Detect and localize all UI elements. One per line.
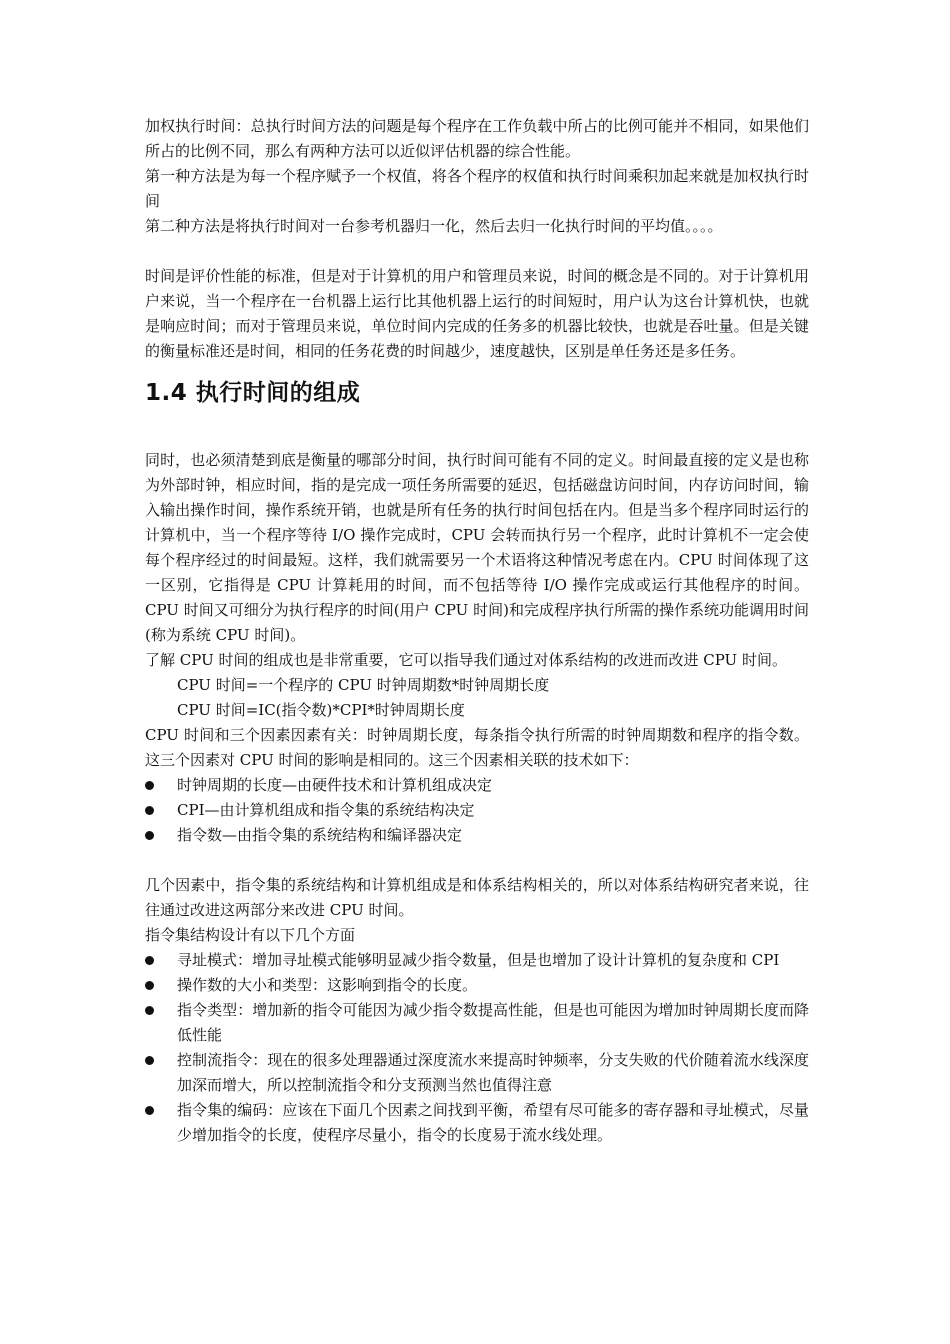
- bullet-icon: [145, 956, 154, 965]
- bullet-icon: [145, 781, 154, 790]
- isa-design-intro: 指令集结构设计有以下几个方面: [145, 926, 356, 944]
- bullet-icon: [145, 1056, 154, 1065]
- list-item: [145, 973, 809, 998]
- list-item-text: 指令数—由指令集的系统结构和编译器决定: [177, 826, 463, 844]
- page-body: [145, 114, 809, 1148]
- list-item-text: 控制流指令：现在的很多处理器通过深度流水来提高时钟频率，分支失败的代价随着流水线深度加深而增大，所以控制流指令和分支预测当然也值得注意: [177, 1051, 809, 1094]
- factors-list: [145, 773, 809, 848]
- list-item-text: 时钟周期的长度—由硬件技术和计算机组成决定: [177, 776, 493, 794]
- method-one-paragraph: 第一种方法是为每一个程序赋予一个权值，将各个程序的权值和执行时间乘积加起来就是加权执行时间: [145, 167, 809, 210]
- isa-aspects-list: [145, 948, 809, 1148]
- list-item-text: CPI—由计算机组成和指令集的系统结构决定: [177, 801, 475, 819]
- list-item-text: 指令集的编码：应该在下面几个因素之间找到平衡，希望有尽可能多的寄存器和寻址模式，尽量少增加指令的长度，使程序尽量小，指令的长度易于流水线处理。: [177, 1101, 809, 1144]
- list-item: [145, 1098, 809, 1148]
- list-item: [145, 773, 809, 798]
- bullet-icon: [145, 831, 154, 840]
- formula-ic-cpi: CPU 时间=IC(指令数)*CPI*时钟周期长度: [177, 701, 465, 719]
- cpu-time-importance-paragraph: 了解 CPU 时间的组成也是非常重要，它可以指导我们通过对体系结构的改进而改进 CPU 时间。: [145, 651, 787, 669]
- bullet-icon: [145, 1006, 154, 1015]
- list-item-text: 操作数的大小和类型：这影响到指令的长度。: [177, 976, 478, 994]
- list-item: [145, 823, 809, 848]
- list-item: [145, 998, 809, 1048]
- bullet-icon: [145, 981, 154, 990]
- list-item-text: 指令类型：增加新的指令可能因为减少指令数提高性能，但是也可能因为增加时钟周期长度而降低性能: [177, 1001, 809, 1044]
- formula-cpu-cycles: CPU 时间=一个程序的 CPU 时钟周期数*时钟周期长度: [177, 676, 550, 694]
- list-item: [145, 948, 809, 973]
- list-item-text: 寻址模式：增加寻址模式能够明显减少指令数量，但是也增加了设计计算机的复杂度和 CPI: [177, 951, 780, 969]
- blank-line: [145, 848, 809, 873]
- list-item: [145, 798, 809, 823]
- time-standard-paragraph: 时间是评价性能的标准，但是对于计算机的用户和管理员来说，时间的概念是不同的。对于计算机用户来说，当一个程序在一台机器上运行比其他机器上运行的时间短时，用户认为这台计算机快，也就是响应时间；而对于管理员来说，单位时间内完成的任务多的机器比较快，也就是吞吐量。但是关键的衡量标准还是时间，相同的任务花费的时间越少，速度越快，区别是单任务还是多任务。: [145, 267, 809, 360]
- method-two-paragraph: 第二种方法是将执行时间对一台参考机器归一化，然后去归一化执行时间的平均值。。。。: [145, 217, 723, 235]
- blank-line: [145, 239, 809, 264]
- heading-spacing: [145, 408, 809, 448]
- execution-time-definition-paragraph: 同时，也必须清楚到底是衡量的哪部分时间，执行时间可能有不同的定义。时间最直接的定义是也称为外部时钟，相应时间，指的是完成一项任务所需要的延迟，包括磁盘访问时间，内存访问时间，输入输出操作时间，操作系统开销，也就是所有任务的执行时间包括在内。但是当多个程序同时运行的计算机中，当一个程序等待 I/O 操作完成时，CPU 会转而执行另一个程序，此时计算机不一定会使每个程序经过的时间最短。这样，我们就需要另一个术语将这种情况考虑在内。CPU 时间体现了这一区别，它指得是 CPU 计算耗用的时间，而不包括等待 I/O 操作完成或运行其他程序的时间。CPU 时间又可细分为执行程序的时间(用户 CPU 时间)和完成程序执行所需的操作系统功能调用时间(称为系统 CPU 时间)。: [145, 451, 809, 644]
- bullet-icon: [145, 1106, 154, 1115]
- list-item: [145, 1048, 809, 1098]
- three-factors-paragraph: CPU 时间和三个因素因素有关：时钟周期长度，每条指令执行所需的时钟周期数和程序的指令数。这三个因素对 CPU 时间的影响是相同的。这三个因素相关联的技术如下：: [145, 726, 809, 769]
- weighted-time-paragraph: 加权执行时间：总执行时间方法的问题是每个程序在工作负载中所占的比例可能并不相同，如果他们所占的比例不同，那么有两种方法可以近似评估机器的综合性能。: [145, 117, 809, 160]
- section-heading: 1.4 执行时间的组成: [145, 380, 361, 406]
- isa-relevance-paragraph: 几个因素中，指令集的系统结构和计算机组成是和体系结构相关的，所以对体系结构研究者来说，往往通过改进这两部分来改进 CPU 时间。: [145, 876, 809, 919]
- bullet-icon: [145, 806, 154, 815]
